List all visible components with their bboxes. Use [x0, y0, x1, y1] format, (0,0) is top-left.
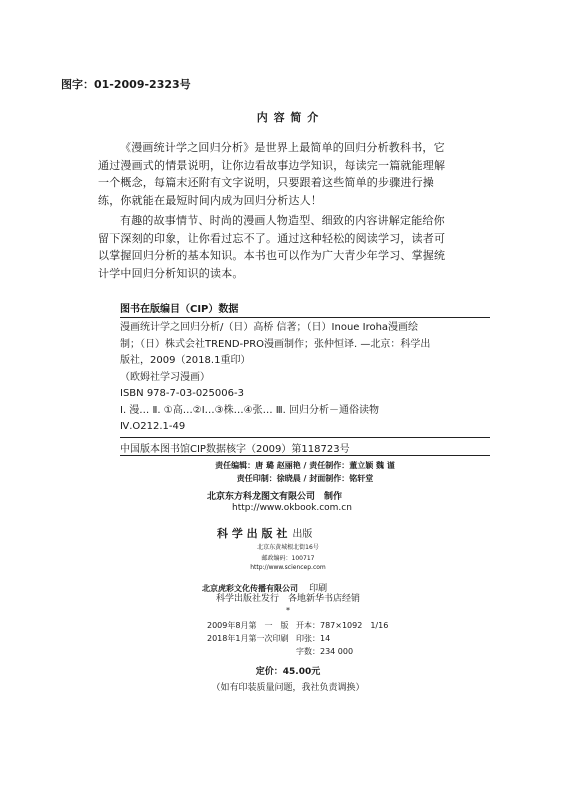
- cip-line: Ⅳ.O212.1-49: [120, 421, 186, 432]
- intro-line: 练，你就能在最短时间内成为回归分析达人！: [98, 193, 322, 207]
- cip-line: Ⅰ. 漫… Ⅱ. ①高…②I…③株…④张… Ⅲ. 回归分析－通俗读物: [120, 404, 380, 416]
- printer-name: 北京虎彩文化传播有限公司: [202, 584, 298, 593]
- cip-line: ISBN 978-7-03-025006-3: [120, 388, 244, 399]
- intro-line: 有趣的故事情节、时尚的漫画人物造型、细致的内容讲解定能给你: [120, 214, 445, 227]
- intro-line: 计学中回归分析知识的读本。: [98, 266, 244, 280]
- format-size: 开本：787×1092 1/16: [296, 621, 389, 630]
- cip-line: 制；（日）株式会社TREND-PRO漫画制作；张仲恒译. —北京：科学出: [120, 338, 431, 350]
- publisher-postcode: 邮政编码：100717: [261, 555, 315, 562]
- intro-line: 《漫画统计学之回归分析》是世界上最简单的回归分析教科书，它: [120, 141, 445, 154]
- cip-footer: 中国版本图书馆CIP数据核字（2009）第118723号: [120, 444, 350, 455]
- publisher-line: [217, 522, 312, 541]
- intro-line: 留下深刻的印象，让你看过忘不了。通过这种轻松的阅读学习，读者可: [98, 231, 446, 245]
- price: 定价：45.00元: [255, 667, 321, 677]
- distribution: 科学出版社发行 各地新华书店经销: [215, 594, 360, 604]
- sheet-count: 印张：14: [296, 634, 331, 643]
- cip-heading: 图书在版编目（CIP）数据: [120, 304, 239, 315]
- intro-paragraph-2: [98, 212, 445, 282]
- printer-suffix: 印刷: [309, 584, 328, 594]
- registration-code: 图字：01-2009-2323号: [61, 78, 191, 91]
- cip-bottom-rule: [120, 437, 490, 438]
- cip-footer-rule: [120, 455, 490, 456]
- cip-line: （欧姆社学习漫画）: [120, 371, 210, 383]
- intro-paragraph-1: [98, 139, 445, 209]
- intro-line: 一个概念，每篇末还附有文字说明，只要跟着这些简单的步骤进行操: [98, 176, 434, 189]
- printing-date: 2018年1月第一次印刷: [207, 634, 289, 643]
- edition-date: 2009年8月第 一 版: [207, 621, 289, 630]
- publisher-url: http://www.sciencep.com: [250, 564, 326, 571]
- producer: 北京东方科龙图文有限公司 制作: [207, 492, 343, 502]
- quality-notice: （如有印装质量问题，我社负责调换）: [211, 683, 365, 693]
- word-count: 字数：234 000: [296, 647, 354, 656]
- print-credits: 责任印制：徐晓晨 / 封面制作：铭轩堂: [236, 474, 374, 483]
- publisher-name: 科 学 出 版 社: [217, 527, 288, 540]
- cip-line: 版社，2009（2018.1重印）: [120, 355, 251, 366]
- intro-line: 以掌握回归分析的基本知识。本书也可以作为广大青少年学习、掌握统: [98, 249, 446, 262]
- cip-record: [120, 320, 430, 436]
- star-separator: *: [286, 606, 290, 615]
- cip-line: 漫画统计学之回归分析/（日）高桥 信著；（日）Inoue Iroha漫画绘: [120, 322, 419, 333]
- publisher-suffix: 出版: [292, 529, 313, 540]
- publisher-address: 北京东黄城根北街16号: [257, 544, 319, 551]
- cip-top-rule: [120, 317, 490, 318]
- producer-website: http://www.okbook.com.cn: [232, 503, 352, 513]
- intro-line: 通过漫画式的情景说明，让你边看故事边学知识，每读完一篇就能理解: [98, 158, 446, 172]
- section-title: 内 容 简 介: [256, 111, 320, 124]
- editor-credits: 责任编辑：唐 璐 赵丽艳 / 责任制作：董立颖 魏 谨: [215, 461, 395, 470]
